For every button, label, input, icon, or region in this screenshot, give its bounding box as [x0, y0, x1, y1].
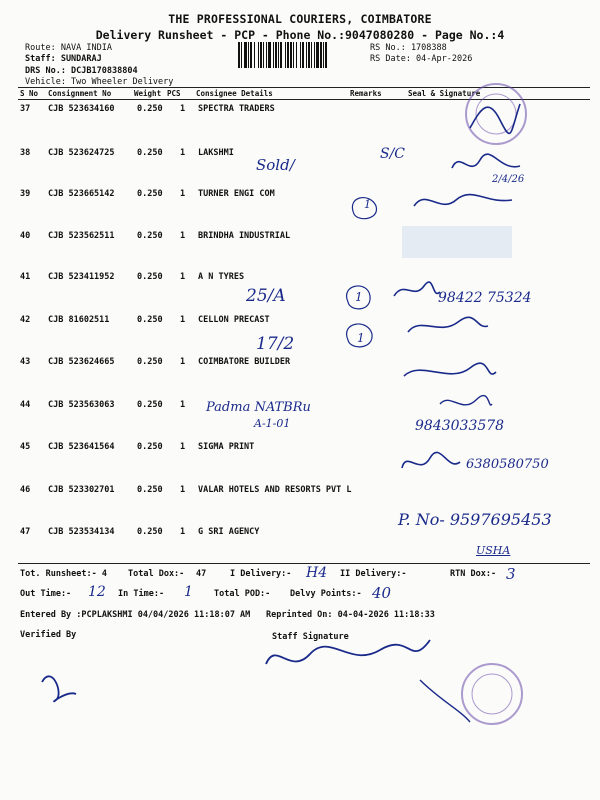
reprinted-on: Reprinted On: 04-04-2026 11:18:33 — [266, 610, 435, 620]
company-title: THE PROFESSIONAL COURIERS, COIMBATORE — [168, 12, 432, 26]
barcode — [238, 42, 364, 68]
i-delivery-label: I Delivery:- — [230, 569, 292, 579]
header-rule-bottom — [18, 99, 590, 100]
hand-phone-47: P. No- 9597695453 — [398, 510, 552, 529]
staff-signature-ink — [266, 640, 430, 664]
signature-45 — [402, 452, 460, 468]
header-rule-top — [18, 87, 590, 88]
hand-note-25a: 25/A — [246, 286, 286, 306]
total-dox-value: 47 — [196, 569, 207, 579]
hand-i-delivery: H4 — [306, 565, 328, 581]
ii-delivery-label: II Delivery:- — [340, 569, 407, 579]
stamp-40 — [402, 226, 512, 258]
runsheet-page: THE PROFESSIONAL COURIERS, COIMBATORE Delivery Runsheet - PCP - Phone No.:9047080280 - Page No.:4 Route: NAVA INDIA Staff: SUNDARAJ DRS No.: DCJB170838804 Vehicle: Two Wheeler Delivery RS No.: 1708388 RS Date: 04-Apr-2026 S No Consignment No Weight PCS Consignee Details Remarks Seal & Signature 37 CJB 523634160 0.250 1 SPECTRA TRADERS 38 CJB 523624725 0.250 1 LAKSHMI 39 CJB 523665142 0.250 1 TURNER ENGI COM 40 CJB 523562511 0.250 1 BRINDHA INDUSTRIAL 41 CJB 523411952 0.250 1 A N TYRES 42 CJB 81602511 0.250 1 CELLON PRECAST 43 CJB 523624665 0.250 1 COIMBATORE BUILDER 44 CJB 523563063 0.250 1 45 CJB 523641564 0.250 1 SIGMA PRINT 46 CJB 523302701 0.250 1 VALAR HOTELS AND RESORTS PVT L 47 CJB 523534134 0.250 1 G SRI AGENCY Tot. Runsheet:- 4 Total Dox:- 47 I Delivery:- II Delivery:- RTN Dox:- Out Time:- In Time:- Total POD:- Delvy Points:- Entered By :PCPLAKSHMI 04/04/2026 11:18:07 AM Reprinted On: 04-04-2026 11:18:33 Verified By Staff Signature Sold/ S/C 2/4/26 1 25/A 1 98422 75324 17/2 1 Padma NATBRu A-1-01 9843033578 6380580750 P. No- 9597695453 USHA H4 12 1 3 40 — [0, 0, 600, 800]
staff-signature-label: Staff Signature — [272, 632, 349, 642]
hand-rtn-dox: 3 — [506, 565, 516, 583]
hand-phone-41: 98422 75324 — [438, 290, 532, 306]
hand-date: 2/4/26 — [492, 174, 525, 185]
col-consignee: Consignee Details — [196, 89, 273, 98]
signature-41 — [394, 282, 440, 296]
hand-circle-41: 1 — [355, 290, 363, 304]
col-sno: S No — [20, 89, 39, 98]
rs-no: RS No.: 1708388 — [370, 43, 447, 53]
out-time-label: Out Time:- — [20, 589, 72, 599]
col-weight: Weight — [134, 89, 162, 98]
hand-phone-45: 6380580750 — [466, 457, 549, 472]
drs-label: DRS No.: DCJB170838804 — [25, 66, 138, 76]
entered-by: Entered By :PCPLAKSHMI 04/04/2026 11:18:07 AM — [20, 610, 251, 620]
hand-out-time: 12 — [88, 584, 106, 600]
signature-39 — [414, 195, 512, 206]
in-time-label: In Time:- — [118, 589, 165, 599]
col-remarks: Remarks — [350, 89, 382, 98]
signature-37 — [470, 104, 520, 133]
hand-remark-sc: S/C — [380, 146, 406, 162]
col-pcs: PCS — [167, 89, 181, 98]
barcode-bar — [327, 42, 328, 68]
total-pod-label: Total POD:- — [214, 589, 271, 599]
total-dox-label: Total Dox:- — [128, 569, 185, 579]
totals-rule — [18, 563, 590, 564]
hand-delvy-points: 40 — [372, 584, 392, 602]
hand-note-17-2: 17/2 — [256, 334, 295, 354]
vehicle-label: Vehicle: Two Wheeler Delivery — [25, 77, 174, 87]
signature-38 — [452, 154, 520, 168]
seal-stamp-bottom — [462, 664, 522, 724]
hand-sub-44: A-1-01 — [254, 417, 291, 430]
verified-by: Verified By — [20, 630, 77, 640]
tot-runsheet: Tot. Runsheet:- 4 — [20, 569, 107, 579]
rs-date: RS Date: 04-Apr-2026 — [370, 54, 473, 64]
hand-usha: USHA — [476, 544, 511, 557]
hand-name-44: Padma NATBRu — [206, 400, 311, 415]
hand-note-sold: Sold/ — [256, 156, 295, 174]
hand-in-time: 1 — [184, 584, 193, 600]
col-consignment: Consignment No — [48, 89, 112, 98]
route-label: Route: NAVA INDIA — [25, 43, 112, 53]
signature-43 — [404, 363, 496, 376]
col-seal-signature: Seal & Signature — [408, 89, 481, 98]
runsheet-subtitle: Delivery Runsheet - PCP - Phone No.:9047080280 - Page No.:4 — [95, 28, 505, 42]
hand-phone-44: 9843033578 — [415, 418, 505, 434]
staff-label: Staff: SUNDARAJ — [25, 54, 102, 64]
hand-circle-39: 1 — [364, 198, 371, 211]
signature-44 — [440, 396, 492, 405]
delvy-points-label: Delvy Points:- — [290, 589, 362, 599]
signature-42 — [408, 317, 488, 332]
rtn-dox-label: RTN Dox:- — [450, 569, 497, 579]
verified-signature-ink — [42, 676, 76, 701]
hand-circle-42: 1 — [357, 331, 365, 345]
